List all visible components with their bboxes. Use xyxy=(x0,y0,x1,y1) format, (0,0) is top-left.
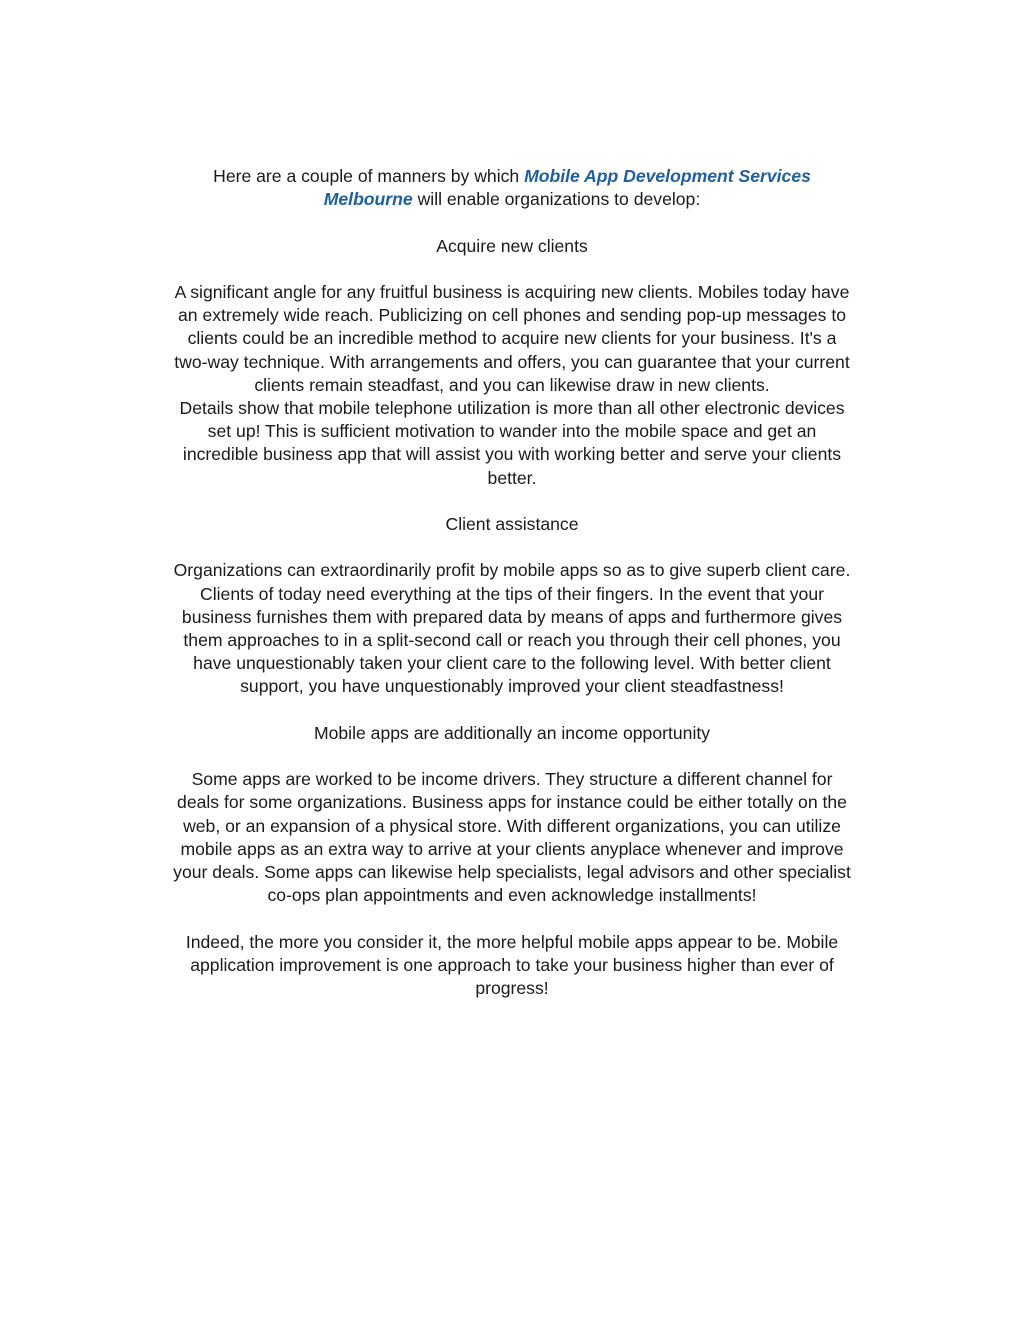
body-line: have unquestionably taken your client care to the following level. With better client xyxy=(193,653,831,674)
body-line: incredible business app that will assist you with working better and serve your clients xyxy=(182,444,842,465)
body-line: mobile apps as an extra way to arrive at your clients anyplace whenever and improve xyxy=(180,838,844,859)
body-line: business furnishes them with prepared data by means of apps and furthermore gives xyxy=(181,606,843,627)
section-body xyxy=(110,768,914,907)
body-line: web, or an expansion of a physical store. With different organizations, you can utilize xyxy=(183,815,841,836)
intro-paragraph xyxy=(110,165,914,211)
intro-line-1 xyxy=(110,165,914,188)
body-line: set up! This is sufficient motivation to wander into the mobile space and get an xyxy=(207,421,817,442)
body-line: them approaches to in a split-second call or reach you through their cell phones, you xyxy=(183,630,841,650)
body-line: support, you have unquestionably improved your client steadfastness! xyxy=(240,676,784,697)
intro-tail-text: will enable organizations to develop: xyxy=(412,189,701,210)
closing-paragraph xyxy=(110,931,914,1001)
mobile-app-development-link[interactable]: Mobile App Development Services xyxy=(524,166,811,186)
intro-lead-text: Here are a couple of manners by which xyxy=(213,166,525,186)
document-page xyxy=(110,165,914,1023)
body-line: your deals. Some apps can likewise help specialists, legal advisors and other specialist xyxy=(173,862,851,882)
melbourne-link[interactable]: Melbourne xyxy=(323,189,413,210)
body-line: Some apps are worked to be income drivers. They structure a different channel for xyxy=(191,769,833,790)
section-heading: Acquire new clients xyxy=(436,235,588,256)
closing-line: progress! xyxy=(475,978,549,998)
section-body xyxy=(110,281,914,490)
body-line: Clients of today need everything at the tips of their fingers. In the event that your xyxy=(200,583,824,604)
closing-line: application improvement is one approach to take your business higher than ever of xyxy=(190,954,834,975)
body-line: clients could be an incredible method to acquire new clients for your business. It's a xyxy=(187,328,837,349)
section-heading: Client assistance xyxy=(445,514,579,534)
body-line: co-ops plan appointments and even acknowledge installments! xyxy=(267,885,757,906)
body-line: two-way technique. With arrangements and offers, you can guarantee that your current xyxy=(174,351,850,372)
body-line: Organizations can extraordinarily profit by mobile apps so as to give superb client care. xyxy=(173,560,851,581)
body-line: Details show that mobile telephone utilization is more than all other electronic devices xyxy=(179,398,845,418)
body-line: deals for some organizations. Business apps for instance could be either totally on the xyxy=(177,792,847,813)
body-line: clients remain steadfast, and you can likewise draw in new clients. xyxy=(254,374,770,395)
section-body xyxy=(110,559,914,698)
body-line: an extremely wide reach. Publicizing on cell phones and sending pop-up messages to xyxy=(178,305,846,326)
section-heading: Mobile apps are additionally an income opportunity xyxy=(313,722,711,743)
sections-container xyxy=(110,235,914,908)
intro-line-2 xyxy=(110,188,914,211)
body-line: A significant angle for any fruitful business is acquiring new clients. Mobiles today have xyxy=(174,281,850,302)
closing-line: Indeed, the more you consider it, the more helpful mobile apps appear to be. Mobile xyxy=(185,931,839,952)
body-line: better. xyxy=(487,467,537,488)
